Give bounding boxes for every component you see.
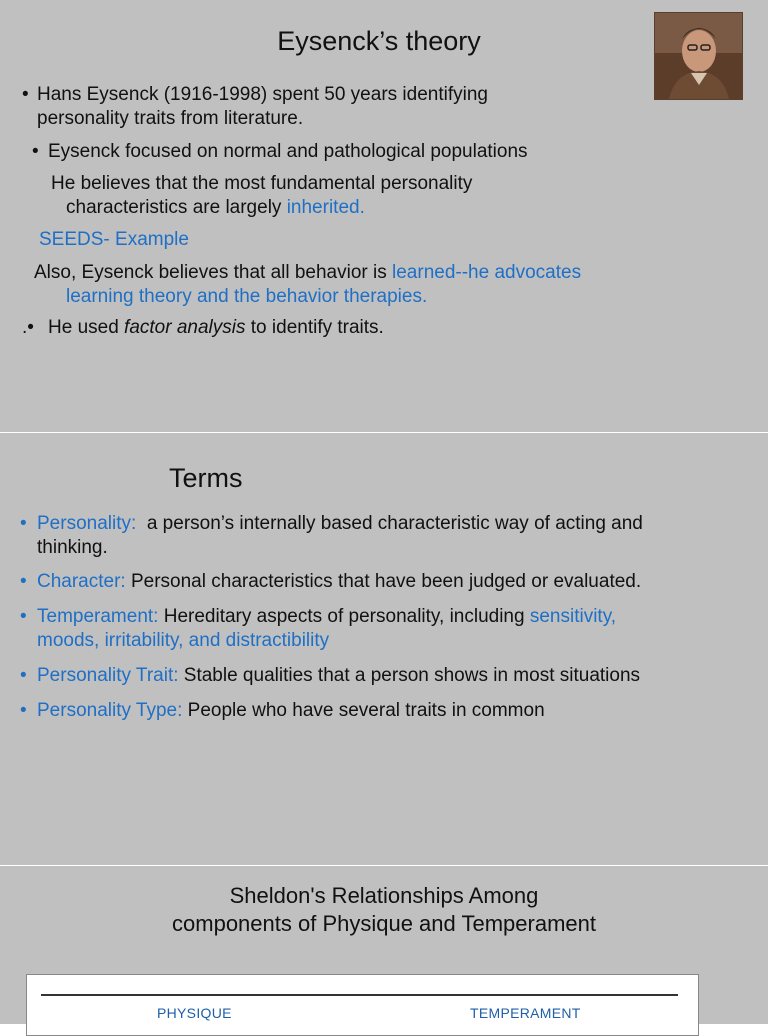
portrait-image — [655, 13, 742, 99]
slide-title — [0, 882, 768, 938]
text-plain: characteristics are largely — [66, 197, 287, 218]
bullet-2: Eysenck focused on normal and pathological populations — [48, 141, 528, 162]
term-definition-continued: moods, irritability, and distractibility — [37, 630, 330, 651]
bullet-marker: • — [20, 665, 27, 686]
slide-sheldon — [0, 866, 768, 1024]
term-item-character — [37, 570, 641, 594]
text-plain: Also, Eysenck believes that all behavior is — [34, 262, 393, 283]
term-item-personality — [37, 512, 643, 536]
slide-terms — [0, 433, 768, 865]
paragraph-2-line-1 — [34, 261, 581, 285]
text-italic: factor analysis — [124, 317, 246, 338]
term-definition: Stable qualities that a person shows in most situations — [178, 665, 641, 686]
term-definition: People who have several traits in common — [182, 700, 545, 721]
bullet-marker: • — [20, 700, 27, 721]
bullet-1-line-2: personality traits from literature. — [37, 108, 304, 129]
slide-title-line-1: Sheldon's Relationships Among — [229, 883, 539, 908]
term-item-personality-type — [37, 699, 545, 723]
term-definition: Personal characteristics that have been judged or evaluated. — [125, 571, 642, 592]
term-item-temperament — [37, 605, 616, 629]
slide-title: Terms — [169, 463, 243, 493]
paragraph-1-line-1: He believes that the most fundamental personality — [51, 173, 473, 194]
slide-eysenck — [0, 0, 768, 432]
term-definition: a person’s internally based characteristic way of acting and — [136, 513, 643, 534]
highlight-learned: learned--he advocates — [392, 262, 582, 283]
term-label: Character: — [37, 571, 126, 592]
term-definition-continued: thinking. — [37, 537, 108, 558]
term-label: Personality Type: — [37, 700, 183, 721]
term-definition: Hereditary aspects of personality, including — [158, 606, 530, 627]
paragraph-1-line-2 — [66, 196, 365, 220]
seeds-example: SEEDS- Example — [39, 229, 189, 250]
term-label: Personality: — [37, 513, 137, 534]
bullet-marker: • — [32, 141, 39, 162]
term-label: Temperament: — [37, 606, 159, 627]
text-plain: He used — [48, 317, 125, 338]
table-top-rule — [41, 994, 678, 996]
term-highlight: sensitivity, — [529, 606, 617, 627]
slide-title-line-2: components of Physique and Temperament — [172, 911, 596, 936]
paragraph-2-line-2: learning theory and the behavior therapies. — [66, 286, 428, 307]
bullet-marker: • — [20, 571, 27, 592]
bullet-marker: • — [22, 84, 29, 105]
term-item-personality-trait — [37, 664, 640, 688]
term-label: Personality Trait: — [37, 665, 179, 686]
physique-temperament-table — [26, 974, 699, 1036]
bullet-marker: • — [20, 513, 27, 534]
column-header-temperament: TEMPERAMENT — [470, 1005, 581, 1021]
bullet-marker: .• — [22, 317, 34, 338]
text-plain: to identify traits. — [245, 317, 384, 338]
bullet-3 — [48, 316, 384, 340]
portrait-photo — [654, 12, 743, 100]
bullet-marker: • — [20, 606, 27, 627]
slide-title: Eysenck’s theory — [277, 26, 481, 56]
bullet-1-line-1: Hans Eysenck (1916-1998) spent 50 years identifying — [37, 84, 488, 105]
highlight-inherited: inherited. — [286, 197, 365, 218]
column-header-physique: PHYSIQUE — [157, 1005, 232, 1021]
